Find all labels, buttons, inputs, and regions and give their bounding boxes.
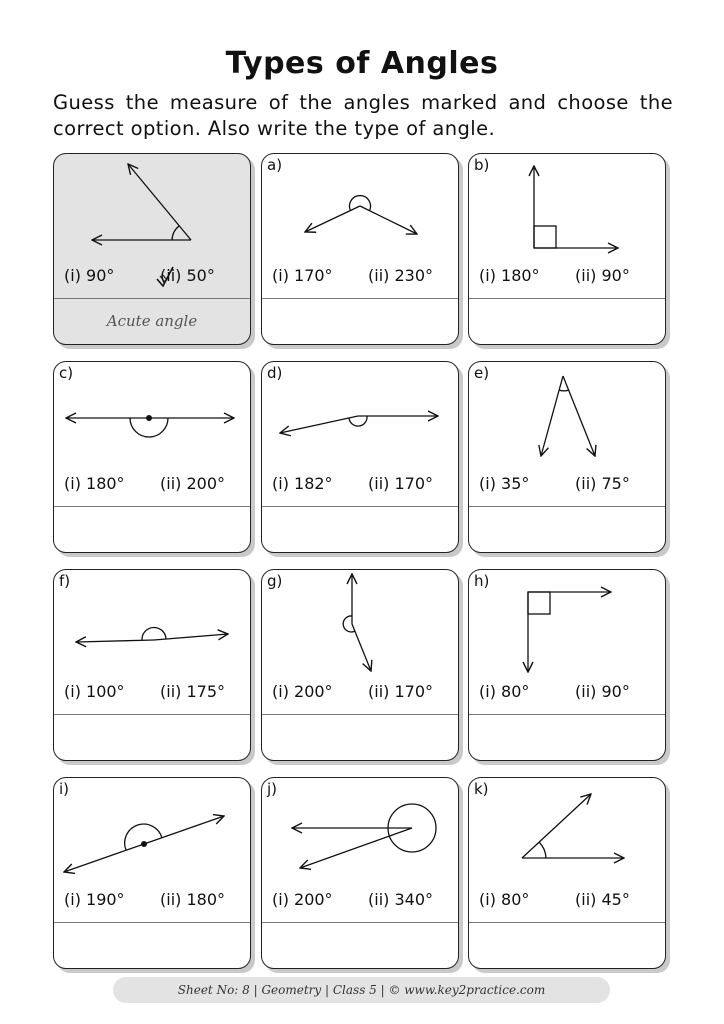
question-card-i	[53, 777, 251, 969]
answer-divider	[54, 298, 250, 299]
angle-figure	[262, 570, 459, 680]
answer-divider	[469, 922, 665, 923]
answer-divider	[54, 714, 250, 715]
page-title: Types of Angles	[225, 46, 499, 81]
angle-figure	[262, 154, 459, 264]
option-ii[interactable]: (ii) 175°	[160, 682, 225, 701]
answer-divider	[469, 506, 665, 507]
option-i[interactable]: (i) 200°	[272, 682, 333, 701]
answer-divider	[262, 298, 458, 299]
question-card-d	[261, 361, 459, 553]
answer-divider	[54, 922, 250, 923]
answer-divider	[262, 922, 458, 923]
question-card-h	[468, 569, 666, 761]
angle-figure	[469, 570, 666, 680]
answer-divider	[54, 506, 250, 507]
angle-figure	[469, 154, 666, 264]
question-letter: e)	[474, 364, 490, 382]
option-ii[interactable]: (ii) 170°	[368, 474, 433, 493]
answer-divider	[469, 714, 665, 715]
question-card-c	[53, 361, 251, 553]
question-letter: c)	[59, 364, 74, 382]
option-i[interactable]: (i) 182°	[272, 474, 333, 493]
question-card-b	[468, 153, 666, 345]
angle-figure	[54, 778, 251, 888]
question-card-a	[261, 153, 459, 345]
question-letter: k)	[474, 780, 489, 798]
question-letter: f)	[59, 572, 71, 590]
option-i[interactable]: (i) 180°	[64, 474, 125, 493]
angle-figure	[54, 362, 251, 472]
option-ii: (ii) 50°	[160, 266, 215, 285]
option-ii[interactable]: (ii) 340°	[368, 890, 433, 909]
angle-figure	[54, 154, 251, 264]
answer-divider	[262, 714, 458, 715]
option-ii[interactable]: (ii) 230°	[368, 266, 433, 285]
instructions: Guess the measure of the angles marked and choose the correct option. Also write the type of angle.	[53, 91, 673, 140]
option-i[interactable]: (i) 170°	[272, 266, 333, 285]
tick-mark-icon	[154, 264, 176, 290]
footer: Sheet No: 8 | Geometry | Class 5 | © www.key2practice.com	[113, 977, 610, 1003]
option-ii[interactable]: (ii) 180°	[160, 890, 225, 909]
angle-figure	[54, 570, 251, 680]
question-letter: h)	[474, 572, 490, 590]
option-i[interactable]: (i) 200°	[272, 890, 333, 909]
option-i[interactable]: (i) 180°	[479, 266, 540, 285]
question-letter: d)	[267, 364, 283, 382]
option-i[interactable]: (i) 80°	[479, 890, 530, 909]
angle-figure	[262, 778, 459, 888]
option-ii[interactable]: (ii) 45°	[575, 890, 630, 909]
example-card	[53, 153, 251, 345]
option-ii[interactable]: (ii) 90°	[575, 682, 630, 701]
answer-divider	[262, 506, 458, 507]
option-i[interactable]: (i) 190°	[64, 890, 125, 909]
option-ii[interactable]: (ii) 75°	[575, 474, 630, 493]
angle-figure	[469, 362, 666, 472]
option-i[interactable]: (i) 100°	[64, 682, 125, 701]
angle-figure	[262, 362, 459, 472]
question-letter: j)	[267, 780, 278, 798]
option-ii[interactable]: (ii) 200°	[160, 474, 225, 493]
option-i: (i) 90°	[64, 266, 115, 285]
question-card-f	[53, 569, 251, 761]
question-letter: g)	[267, 572, 283, 590]
question-letter: i)	[59, 780, 70, 798]
answer-divider	[469, 298, 665, 299]
question-card-e	[468, 361, 666, 553]
option-ii[interactable]: (ii) 90°	[575, 266, 630, 285]
question-card-j	[261, 777, 459, 969]
option-i[interactable]: (i) 80°	[479, 682, 530, 701]
angle-figure	[469, 778, 666, 888]
option-ii[interactable]: (ii) 170°	[368, 682, 433, 701]
option-i[interactable]: (i) 35°	[479, 474, 530, 493]
answer-text: Acute angle	[106, 312, 198, 330]
question-card-k	[468, 777, 666, 969]
question-letter: b)	[474, 156, 490, 174]
question-card-g	[261, 569, 459, 761]
question-letter: a)	[267, 156, 283, 174]
